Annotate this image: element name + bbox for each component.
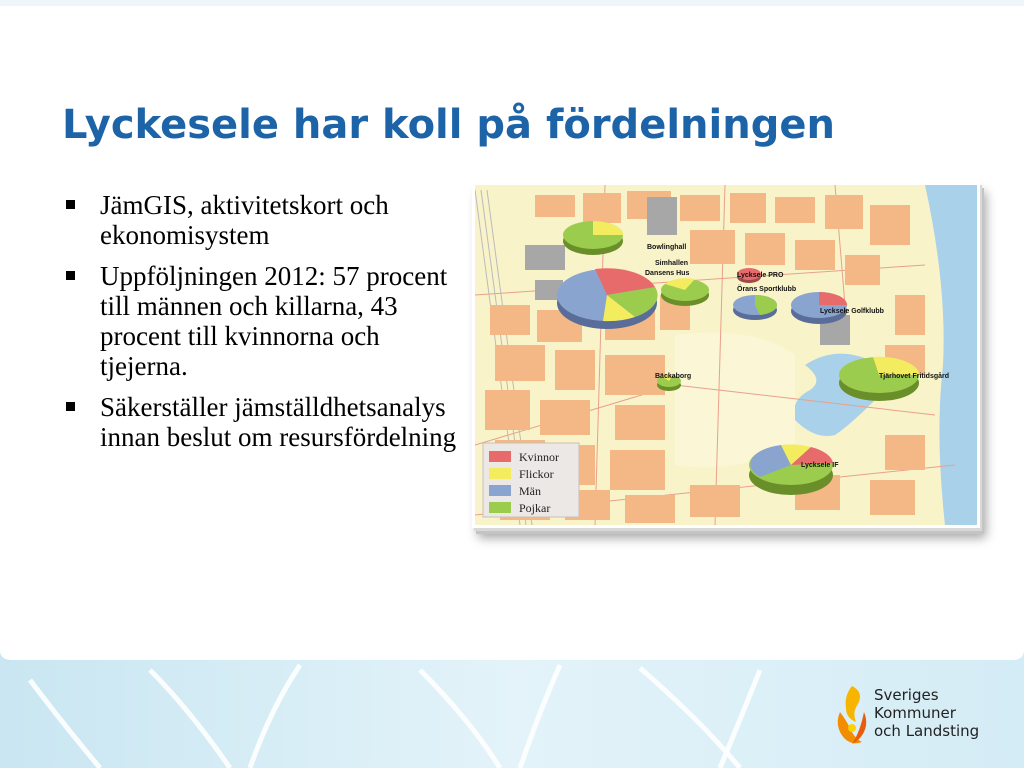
map-label-golfklubb: Lycksele Golfklubb <box>820 308 884 315</box>
legend-label-pojkar: Pojkar <box>519 501 551 515</box>
skl-logo-text: Sveriges Kommuner och Landsting <box>874 686 980 740</box>
map-label-bowlinghall: Bowlinghall <box>647 244 687 251</box>
map-image <box>472 182 980 528</box>
map-label-lycksele-pro: Lycksele PRO <box>737 272 784 279</box>
map-label-orans-sportklubb: Örans Sportklubb <box>737 286 797 293</box>
legend-label-flickor: Flickor <box>519 467 554 481</box>
bullet-marker <box>66 402 75 411</box>
bullet-list <box>62 190 462 463</box>
map-label-dansens-hus: Dansens Hus <box>645 270 690 277</box>
legend-label-kvinnor: Kvinnor <box>519 450 559 464</box>
skl-logo <box>832 682 1002 752</box>
map-pie-large <box>557 268 658 329</box>
map-pie-orans <box>733 295 777 320</box>
map-pie-dansens-hus <box>661 278 709 306</box>
map-label-simhallen: Simhallen <box>655 260 689 267</box>
legend-label-man: Män <box>519 484 541 498</box>
map-svg <box>475 185 977 525</box>
map-pie-lycksele-if <box>749 444 833 495</box>
map-label-tjarhovet: Tjärhovet Fritidsgård <box>879 373 950 380</box>
bullet-item: Uppföljningen 2012: 57 procent till männen och killarna, 43 procent till kvinnorna och tjejerna. <box>62 261 462 381</box>
bullet-item: Säkerställer jämställdhetsanalys innan beslut om resursfördelning <box>62 392 462 452</box>
map-label-backaborg: Bäckaborg <box>655 373 692 380</box>
map-pie-top-left <box>563 221 623 255</box>
bullet-marker <box>66 271 75 280</box>
skl-emblem-icon <box>832 682 872 752</box>
slide-title: Lyckesele har koll på fördelningen <box>62 102 835 148</box>
map-legend <box>483 443 579 517</box>
map-label-lycksele-if: Lycksele IF <box>801 462 839 469</box>
bullet-item: JämGIS, aktivitetskort och ekonomisystem <box>62 190 462 250</box>
bullet-marker <box>66 200 75 209</box>
